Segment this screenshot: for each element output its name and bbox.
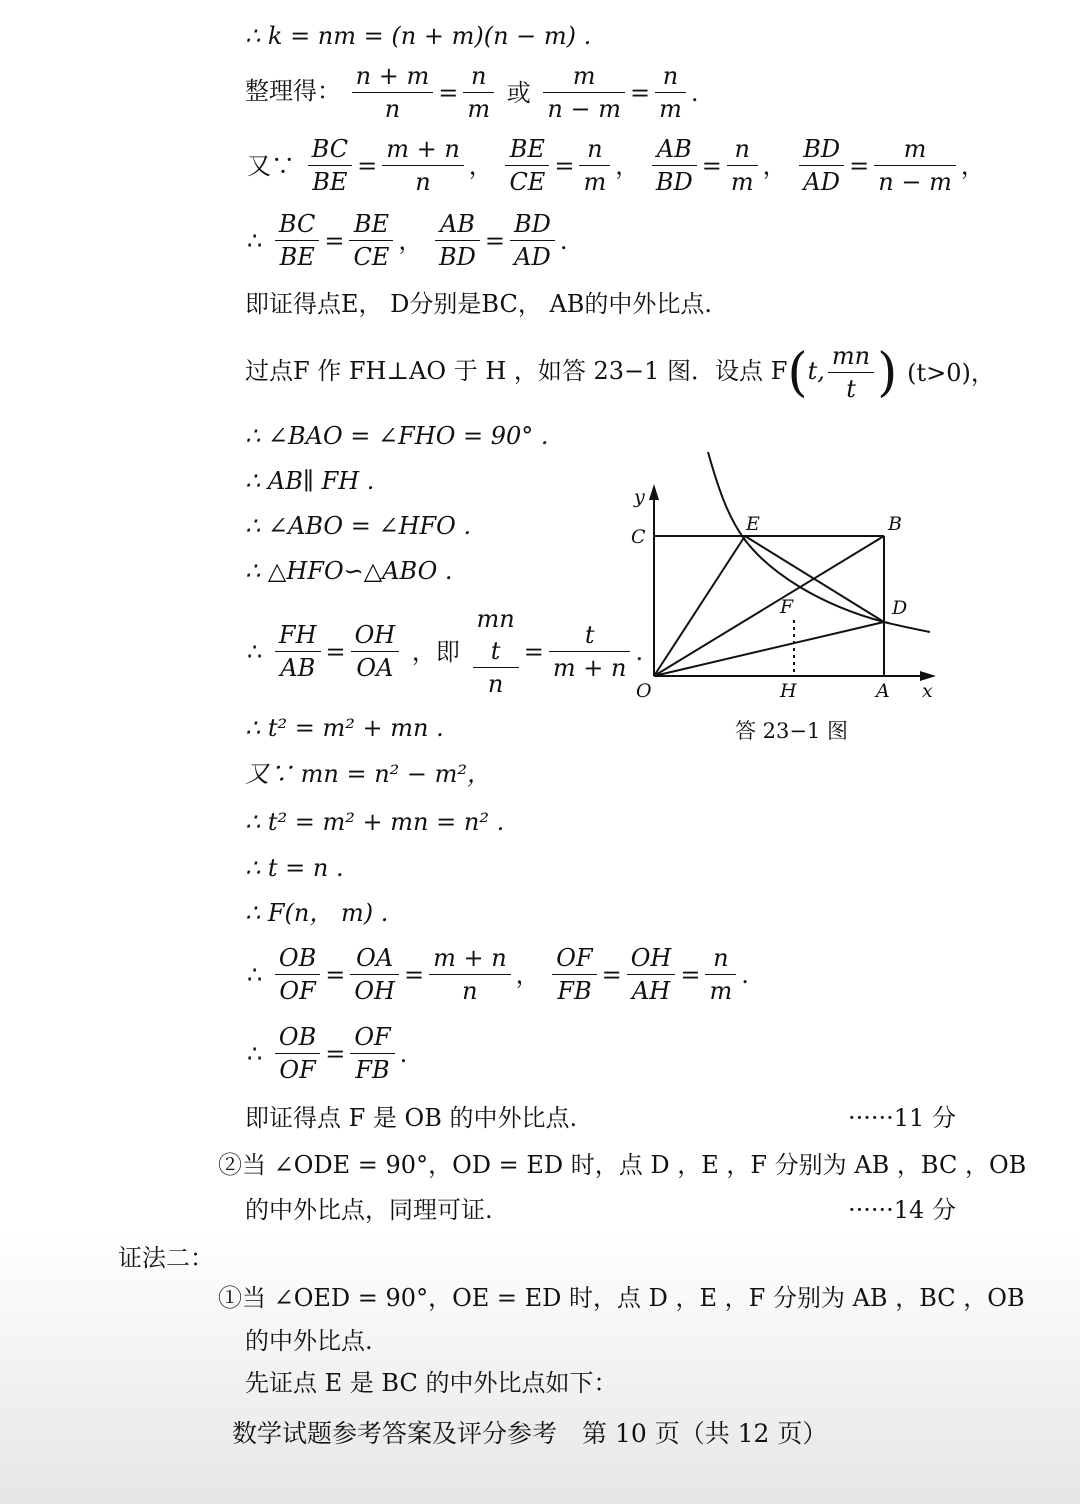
fraction: $\frac{m + n}{n}$ [429,942,511,1007]
line-4: ∴ $\frac{BC}{BE}$ = $\frac{BE}{CE}$ ， $\frac{AB}{BD}$ = $\frac{BD}{AD}$ . [247,210,568,271]
score-14: ······14 分 [848,1196,956,1224]
fraction: $\frac{OA}{OH}$ [350,942,399,1007]
fraction: $\frac{FH}{AB}$ [275,619,321,684]
fraction: $\frac{OH}{OA}$ [351,619,400,684]
line-10: ∴ △HFO∽△ABO . [245,557,453,585]
fraction: $\frac{mn}{t}$ [828,340,874,405]
line-9: ∴ ∠ABO = ∠HFO . [245,512,472,540]
label-rearrange: 整理得： [245,77,341,105]
fraction: $\frac{n}{m}$ [727,133,758,198]
fraction: $\frac{AB}{BD}$ [652,133,697,198]
line-14: ∴ t² = m² + mn = n² . [245,808,505,836]
line-16: ∴ F(n， m) . [245,899,389,927]
line-21: 的中外比点，同理可证. [245,1196,493,1224]
fraction: $\frac{m}{n - m}$ [874,133,956,198]
fraction: $\frac{n}{m}$ [579,133,610,198]
numerator: n [463,60,494,93]
line-23: ①当 ∠OED = 90°，OE = ED 时，点 D ，E ，F 分别为 AB ，BC ，OB [218,1284,1025,1312]
line-25: 先证点 E 是 BC 的中外比点如下： [245,1369,618,1397]
segment-OD [654,622,884,676]
fraction: $\frac{BC}{BE}$ [275,208,319,273]
label-D: D [892,597,908,619]
fraction: $\frac{BE}{CE}$ [349,208,393,273]
fraction: $\frac{t}{m + n}$ [549,619,631,684]
equation-k: ∴ k = nm = (n + m)(n − m) . [245,22,592,50]
label-B: B [888,513,902,535]
figure-caption: 答 23−1 图 [735,719,849,743]
label-E: E [746,513,760,535]
label-y: y [634,486,645,508]
denominator: m [467,95,491,123]
segment-OE [654,536,745,676]
score-11: ······11 分 [848,1104,956,1132]
denominator: n [384,95,401,123]
numerator: n + m [352,60,434,93]
section-method-2: 证法二： [118,1244,214,1272]
label-F: F [780,596,794,618]
fraction: $\frac{AB}{BD}$ [435,208,480,273]
fraction: $\frac{BD}{AD}$ [510,208,555,273]
line-11: ∴ $\frac{FH}{AB}$ = $\frac{OH}{OA}$ ，即 mn t n = $\frac{t}{m + n}$ . [247,605,644,698]
fraction: $\frac{OH}{AH}$ [627,942,676,1007]
y-axis-arrow [649,484,659,500]
numerator: n [655,60,686,93]
line-20: ②当 ∠ODE = 90°，OD = ED 时，点 D ，E ，F 分别为 AB ，BC ，OB [218,1151,1027,1179]
segment-OB [654,536,884,676]
line-18: ∴ $\frac{OB}{OF}$ = $\frac{OF}{FB}$ . [247,1023,408,1084]
line-12: ∴ t² = m² + mn . [245,714,444,742]
fraction: $\frac{m + n}{n}$ [382,133,464,198]
line-19: 即证得点 F 是 OB 的中外比点. [245,1104,578,1132]
line-17: ∴ $\frac{OB}{OF}$ = $\frac{OA}{OH}$ = $\frac{m + n}{n}$ ， $\frac{OF}{FB}$ = $\frac{OH}{AH}$ = $\frac{n}{m}$ . [247,944,749,1005]
label-since: 又∵ [247,151,295,180]
fraction: $\frac{OB}{OF}$ [275,942,320,1007]
line-7: ∴ ∠BAO = ∠FHO = 90° . [245,422,549,450]
fraction: $\frac{n}{m}$ [705,942,736,1007]
line-5: 即证得点E， D分别是BC， AB的中外比点. [245,290,713,318]
label-A: A [876,680,890,702]
line-15: ∴ t = n . [245,854,344,882]
fraction: $\frac{OB}{OF}$ [275,1021,320,1086]
denominator: m [659,95,682,123]
fraction: $\frac{OF}{FB}$ [350,1021,394,1086]
label-H: H [780,680,797,702]
label-O: O [636,680,652,702]
fraction: $\frac{OF}{FB}$ [552,942,596,1007]
line-13: 又∵ mn = n² − m²， [245,760,492,788]
fraction: $\frac{BE}{CE}$ [505,133,549,198]
line-24: 的中外比点. [245,1327,373,1355]
word-or: 或 [506,78,531,107]
denominator: n − m [547,95,621,123]
numerator: m [543,60,625,93]
fraction: $\frac{BD}{AD}$ [799,133,844,198]
label-C: C [631,526,646,548]
line-6: 过点F 作 FH⊥AO 于 H ，如答 23−1 图．设点 F(t, $\frac{mn}{t}$ ) (t>0)， [245,342,995,403]
label-x: x [922,680,933,702]
line-3: 又∵ $\frac{BC}{BE}$ = $\frac{m + n}{n}$ ， $\frac{BE}{CE}$ = $\frac{n}{m}$ ， $\frac{AB}{BD}$ = $\frac{n}{m}$ ， $\frac{BD}{AD}$ = $\frac{m}{n - m}$ ， [247,135,985,196]
line-2: 整理得： $\frac{n + m}{n}$ = $\frac{n}{m}$ 或 $\frac{m}{n - m}$ = $\frac{n}{m}$ . [245,62,699,123]
fraction: $\frac{BC}{BE}$ [308,133,352,198]
page-footer: 数学试题参考答案及评分参考 第 10 页（共 12 页） [232,1419,828,1448]
line-8: ∴ AB∥ FH . [245,467,375,495]
compound-fraction: mn t n [473,603,519,700]
